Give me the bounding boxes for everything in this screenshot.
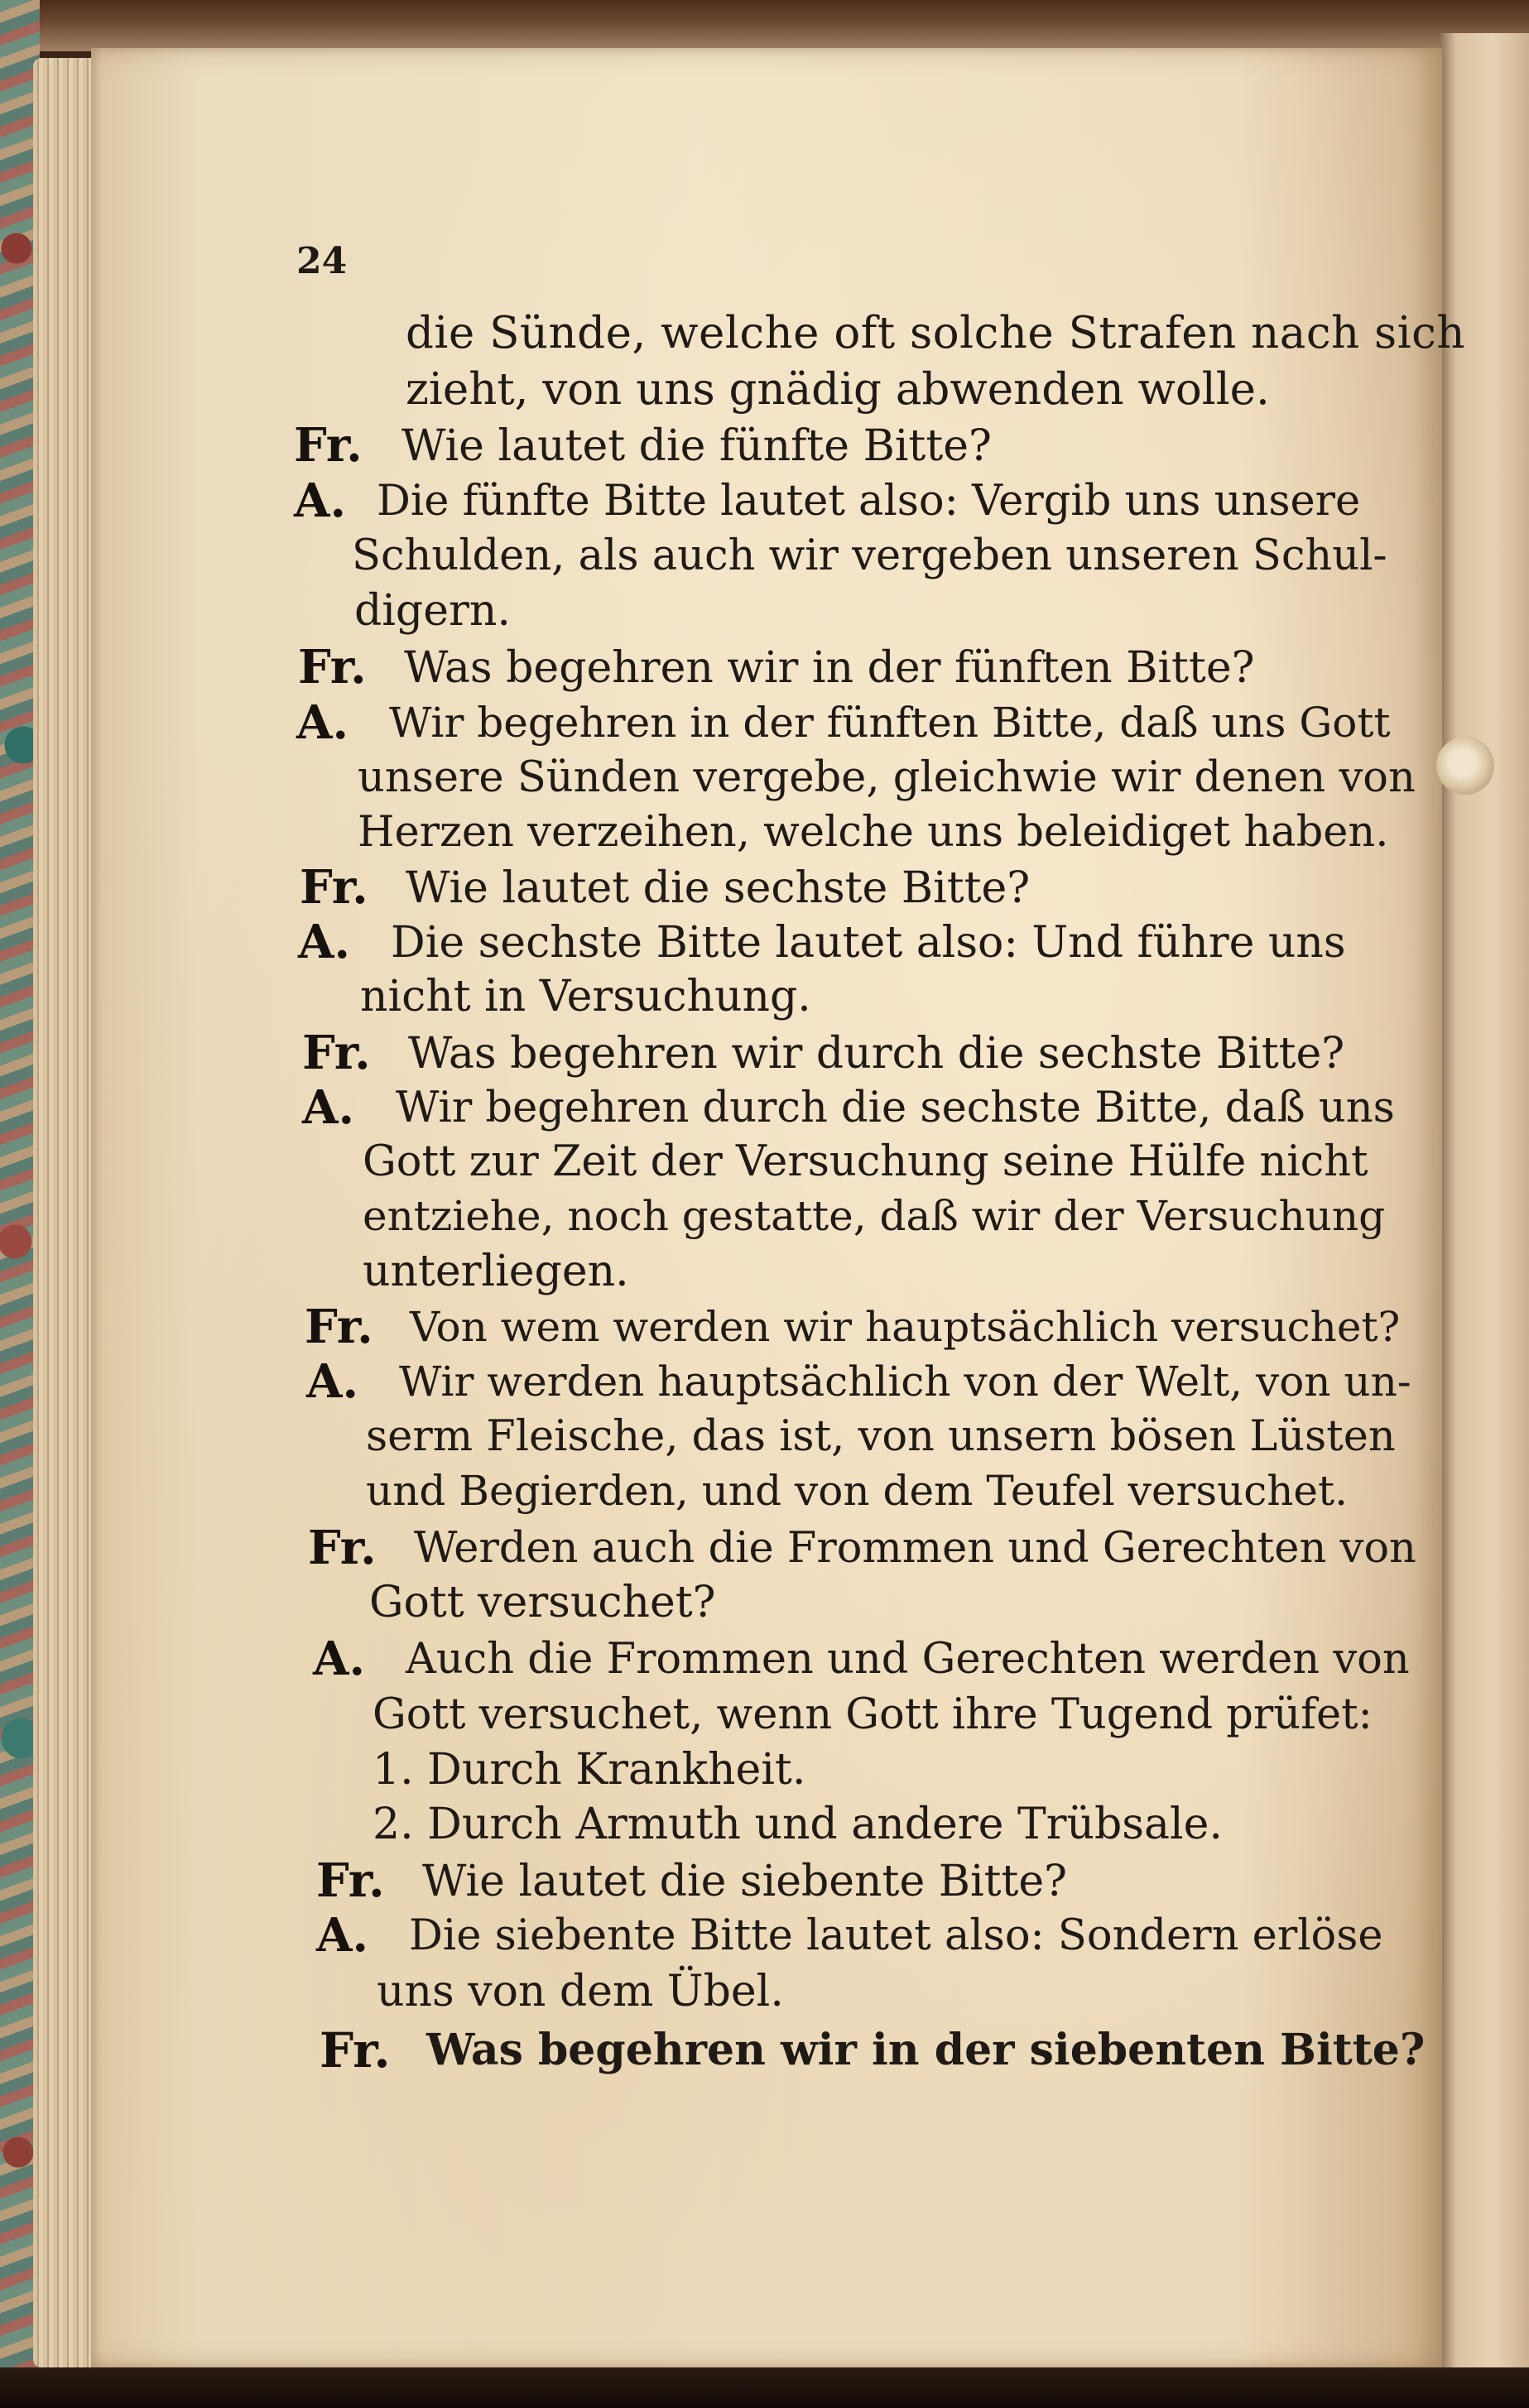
bottom-shadow xyxy=(0,2367,1529,2408)
line-text: Was begehren wir durch die sechste Bitte? xyxy=(408,1029,1345,1079)
line-text: Wie lautet die siebente Bitte? xyxy=(422,1857,1068,1906)
line-text: Die siebente Bitte lautet also: Sondern erlöse xyxy=(409,1911,1383,1960)
line-text: Gott versuchet, wenn Gott ihre Tugend prüfet: xyxy=(373,1690,1373,1739)
line-text: entziehe, noch gestatte, daß wir der Versuchung xyxy=(363,1192,1386,1240)
line-label: A. xyxy=(296,695,349,750)
line-label: Fr. xyxy=(300,860,368,915)
line-text: serm Fleische, das ist, von unsern bösen Lüsten xyxy=(366,1412,1396,1461)
line-text: unterliegen. xyxy=(363,1247,629,1296)
line-text: Die fünfte Bitte lautet also: Vergib uns unsere xyxy=(377,477,1361,526)
line-text: Werden auch die Frommen und Gerechten von xyxy=(414,1524,1416,1573)
line-text: nicht in Versuchung. xyxy=(360,972,811,1021)
line-text: Von wem werden wir hauptsächlich versuchet? xyxy=(410,1303,1401,1351)
line-text: Gott zur Zeit der Versuchung seine Hülfe nicht xyxy=(363,1137,1368,1186)
line-label: A. xyxy=(313,1632,365,1686)
line-label: A. xyxy=(316,1908,368,1963)
line-text: unsere Sünden vergebe, gleichwie wir denen von xyxy=(358,753,1416,802)
page-number: 24 xyxy=(296,240,348,282)
line-text: Was begehren wir in der siebenten Bitte? xyxy=(426,2025,1426,2075)
line-text: Wir begehren in der fünften Bitte, daß uns Gott xyxy=(389,699,1391,747)
line-label: Fr. xyxy=(298,640,367,695)
line-text: Wie lautet die sechste Bitte? xyxy=(406,863,1031,913)
facing-page-edge xyxy=(1440,33,1529,2376)
line-label: Fr. xyxy=(308,1521,377,1575)
line-text: uns von dem Übel. xyxy=(377,1967,784,2016)
line-text: und Begierden, und von dem Teufel versuchet. xyxy=(366,1467,1348,1515)
line-text: Gott versuchet? xyxy=(369,1578,716,1627)
line-label: Fr. xyxy=(305,1300,373,1354)
line-text: 2. Durch Armuth und andere Trübsale. xyxy=(373,1800,1223,1849)
line-text: zieht, von uns gnädig abwenden wolle. xyxy=(406,364,1270,415)
line-text: Was begehren wir in der fünften Bitte? xyxy=(404,643,1255,693)
line-text: Wie lautet die fünfte Bitte? xyxy=(401,421,992,471)
binding-thread-knot xyxy=(1436,737,1494,795)
line-label: A. xyxy=(298,915,350,969)
line-text: Wir werden hauptsächlich von der Welt, von un- xyxy=(399,1358,1411,1406)
binding-top-edge xyxy=(0,0,1529,51)
line-text: Herzen verzeihen, welche uns beleidiget haben. xyxy=(358,808,1389,857)
line-text: Die sechste Bitte lautet also: Und führe uns xyxy=(391,918,1346,968)
line-label: A. xyxy=(294,473,346,528)
line-label: Fr. xyxy=(294,418,363,473)
line-text: Schulden, als auch wir vergeben unseren Schul- xyxy=(352,531,1387,580)
book-page xyxy=(91,48,1465,2367)
line-label: A. xyxy=(302,1080,354,1135)
line-text: digern. xyxy=(354,586,511,636)
line-label: Fr. xyxy=(316,1853,385,1908)
line-label: Fr. xyxy=(302,1026,371,1080)
line-text: 1. Durch Krankheit. xyxy=(373,1745,806,1795)
line-text: Auch die Frommen und Gerechten werden von xyxy=(406,1635,1410,1684)
line-label: Fr. xyxy=(320,2022,391,2079)
line-label: A. xyxy=(306,1354,358,1409)
line-text: die Sünde, welche oft solche Strafen nach sich xyxy=(406,308,1465,358)
line-text: Wir begehren durch die sechste Bitte, daß uns xyxy=(396,1084,1395,1132)
